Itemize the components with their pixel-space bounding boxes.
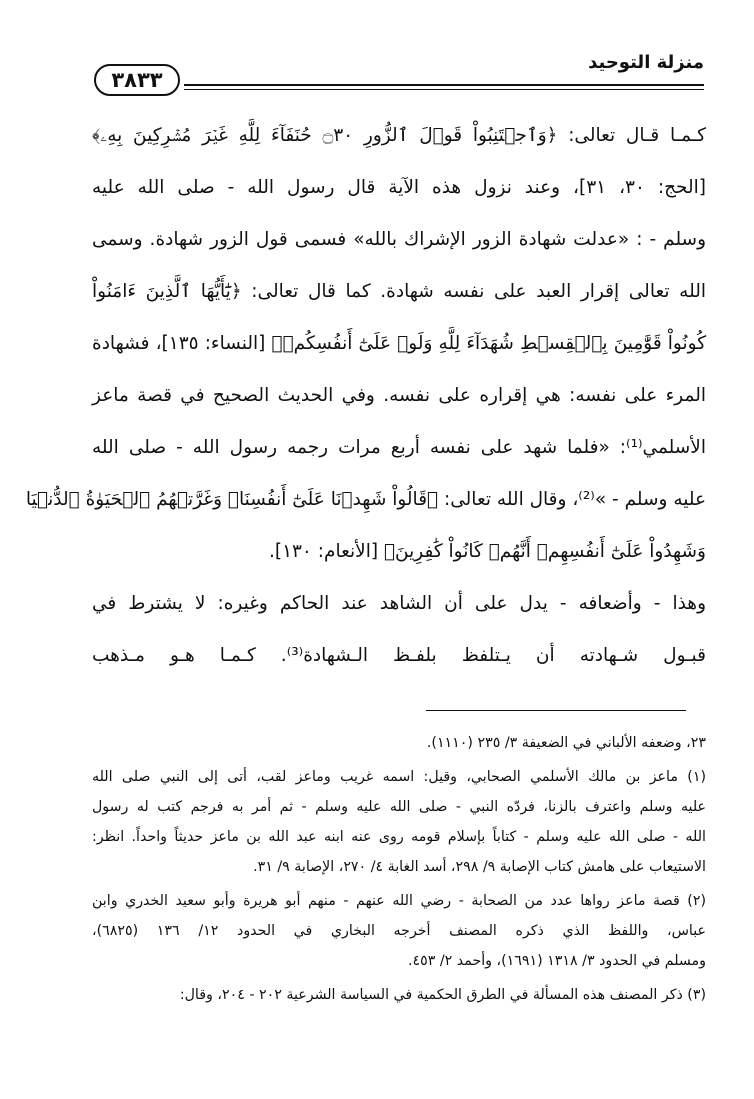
header-rule-thin	[184, 89, 704, 90]
header-rule	[184, 84, 704, 86]
footnote-line: (١) ماعز بن مالك الأسلمي الصحابي، وقيل: اسمه غريب وماعز لقب، أتى إلى النبي صلى الله	[92, 769, 706, 785]
text-line: الأسلمي⁽¹⁾: «فلما شهد على نفسه أربع مرات رجمه رسول الله - صلى الله	[92, 437, 706, 458]
page-number-badge: ٣٨٣٣	[94, 64, 180, 96]
text-line: المرء على نفسه: هي إقراره على نفسه. وفي الحديث الصحيح في قصة ماعز	[92, 385, 706, 406]
footnote-line: (٢) قصة ماعز رواها عدد من الصحابة - رضي الله عنهم - منهم أبو هريرة وأبو سعيد الخدري وابن	[92, 893, 706, 909]
text-line: عليه وسلم - »⁽²⁾، وقال الله تعالى: ﴿قَالُواْ شَهِدۡنَا عَلَىٰٓ أَنفُسِنَاۖ وَغَرَّتۡهُمُ ٱلۡحَيَوٰةُ ٱلدُّنۡيَا	[25, 489, 706, 510]
page-header	[94, 50, 704, 92]
text-line: كُونُواْ قَوَّٰمِينَ بِٱلۡقِسۡطِ شُهَدَآءَ لِلَّهِ وَلَوۡ عَلَىٰٓ أَنفُسِكُمۡ﴾ [النساء: ١٣٥]، فشهادة	[92, 333, 706, 354]
footnotes	[92, 728, 706, 1010]
text-line: وسلم - : «عدلت شهادة الزور الإشراك بالله» فسمى قول الزور شهادة. وسمى	[92, 229, 706, 250]
footnote-line: الله - صلى الله عليه وسلم - كتاباً بإسلام قومه روى عنه ابنه عبد الله بن ماعز حديثاً واحداً. انظر:	[92, 829, 706, 845]
footnote-line: عباس، واللفظ الذي ذكره المصنف أخرجه البخاري في الحدود ١٢/ ١٣٦ (٦٨٢٥)،	[92, 923, 707, 939]
text-line: [الحج: ٣٠، ٣١]، وعند نزول هذه الآية قال رسول الله - صلى الله عليه	[92, 177, 706, 198]
footnote-line: ٢٣، وضعفه الألباني في الضعيفة ٣/ ٢٣٥ (١١١٠).	[426, 735, 706, 751]
footnote-line: الاستيعاب على هامش كتاب الإصابة ٩/ ٢٩٨، أسد الغابة ٤/ ٢٧٠، الإصابة ٩/ ٣١.	[253, 859, 706, 875]
running-title: منزلة التوحيد	[588, 52, 704, 73]
text-line: وهذا - وأضعافه - يدل على أن الشاهد عند الحاكم وغيره: لا يشترط في	[92, 593, 706, 614]
main-text	[25, 110, 706, 682]
text-line: الله تعالى إقرار العبد على نفسه شهادة. كما قال تعالى: ﴿يَٰٓأَيُّهَا ٱلَّذِينَ ءَامَنُواْ	[92, 281, 706, 302]
footnote-line: ومسلم في الحدود ٣/ ١٣١٨ (١٦٩١)، وأحمد ٢/ ٤٥٣.	[407, 953, 706, 969]
footnote-line: عليه وسلم واعترف بالزنا، فردّه النبي - صلى الله عليه وسلم - ثم أمر به فرجم كتب له رسول	[92, 799, 706, 815]
text-line: قبـول شـهادته أن يـتلفظ بلفـظ الـشهادة⁽³⁾. كـمـا هـو مـذهب	[92, 645, 706, 666]
footnote-separator	[426, 710, 686, 711]
footnote-line: (٣) ذكر المصنف هذه المسألة في الطرق الحكمية في السياسة الشرعية ٢٠٢ - ٢٠٤، وقال:	[179, 987, 706, 1003]
text-line: وَشَهِدُواْ عَلَىٰٓ أَنفُسِهِمۡ أَنَّهُمۡ كَانُواْ كَٰفِرِينَ﴾ [الأنعام: ١٣٠].	[268, 541, 706, 562]
text-line: كـمـا قـال تعالى: ﴿وَٱجۡتَنِبُواْ قَوۡلَ ٱلزُّورِ ۝٣٠ حُنَفَآءَ لِلَّهِ غَيۡرَ مُشۡرِكِينَ بِهِۦ﴾	[92, 125, 706, 146]
